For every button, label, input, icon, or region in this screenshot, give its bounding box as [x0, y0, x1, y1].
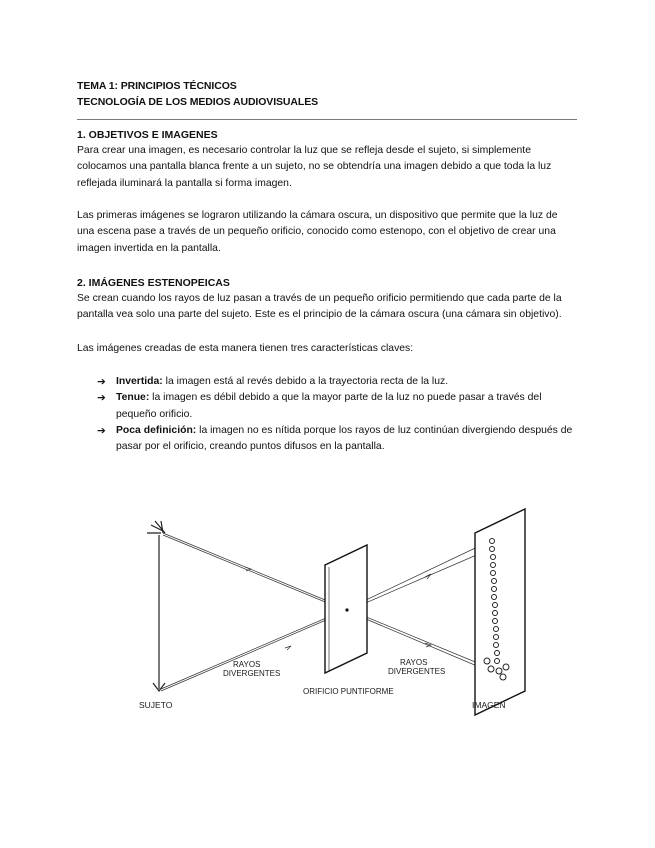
- characteristics-list: [97, 374, 577, 455]
- pinhole-camera-diagram: [125, 495, 545, 720]
- pinhole-point: [345, 608, 348, 611]
- list-item-text: la imagen no es nítida porque los rayos de luz continúan divergiendo después de pasar por el orificio, creando puntos difusos en la pantalla.: [116, 424, 573, 453]
- list-item-term: Poca definición:: [116, 424, 197, 436]
- header-topic: TEMA 1: PRINCIPIOS TÉCNICOS: [77, 80, 237, 92]
- section-1-paragraph-2: Las primeras imágenes se lograron utilizando la cámara oscura, un dispositivo que permite que la luz de una escena pase a través de un pequeño orificio, conocido como estenopo, con el objetivo de crear una imagen invertida en la pantalla.: [77, 210, 558, 254]
- label-subject: SUJETO: [139, 700, 173, 710]
- section-2-paragraph-2: Las imágenes creadas de esta manera tienen tres características claves:: [77, 343, 414, 354]
- list-item-term: Invertida:: [116, 376, 163, 387]
- list-item-text: la imagen es débil debido a que la mayor parte de la luz no puede pasar a través del pequeño orificio.: [116, 392, 542, 420]
- label-rays-left-2: DIVERGENTES: [223, 669, 281, 678]
- section-1-title: 1. OBJETIVOS E IMAGENES: [77, 129, 218, 141]
- image-screen: [475, 509, 525, 715]
- label-pinhole: ORIFICIO PUNTIFORME: [303, 687, 394, 696]
- subject-arrow: [147, 521, 165, 691]
- list-item-term: Tenue:: [116, 392, 150, 404]
- label-rays-left-1: RAYOS: [233, 660, 261, 669]
- section-2-paragraph-1: Se crean cuando los rayos de luz pasan a través de un pequeño orificio permitiendo que cada parte de la pantalla vea solo una parte del sujeto. Este es el principio de la cámara oscura (una cámara sin objetivo).: [77, 293, 562, 321]
- list-item: [97, 374, 577, 390]
- label-image: IMAGEN: [472, 700, 506, 710]
- list-item: [97, 423, 577, 456]
- header-divider: [77, 119, 577, 120]
- arrow-bullet-icon: ➔: [97, 376, 106, 388]
- arrow-bullet-icon: ➔: [97, 392, 106, 405]
- section-1-paragraph-1: Para crear una imagen, es necesario controlar la luz que se refleja desde el sujeto, si simplemente colocamos una pantalla blanca frente a un sujeto, no se obtendría una imagen debido a que toda la luz reflejada iluminará la pantalla si forma imagen.: [77, 145, 552, 189]
- label-rays-right-2: DIVERGENTES: [388, 667, 446, 676]
- section-2-title: 2. IMÁGENES ESTENOPEICAS: [77, 277, 230, 289]
- header-subject: TECNOLOGÍA DE LOS MEDIOS AUDIOVISUALES: [77, 96, 319, 108]
- arrow-bullet-icon: ➔: [97, 424, 106, 437]
- list-item-text: la imagen está al revés debido a la trayectoria recta de la luz.: [162, 376, 449, 387]
- list-item: [97, 390, 577, 423]
- label-rays-right-1: RAYOS: [400, 658, 428, 667]
